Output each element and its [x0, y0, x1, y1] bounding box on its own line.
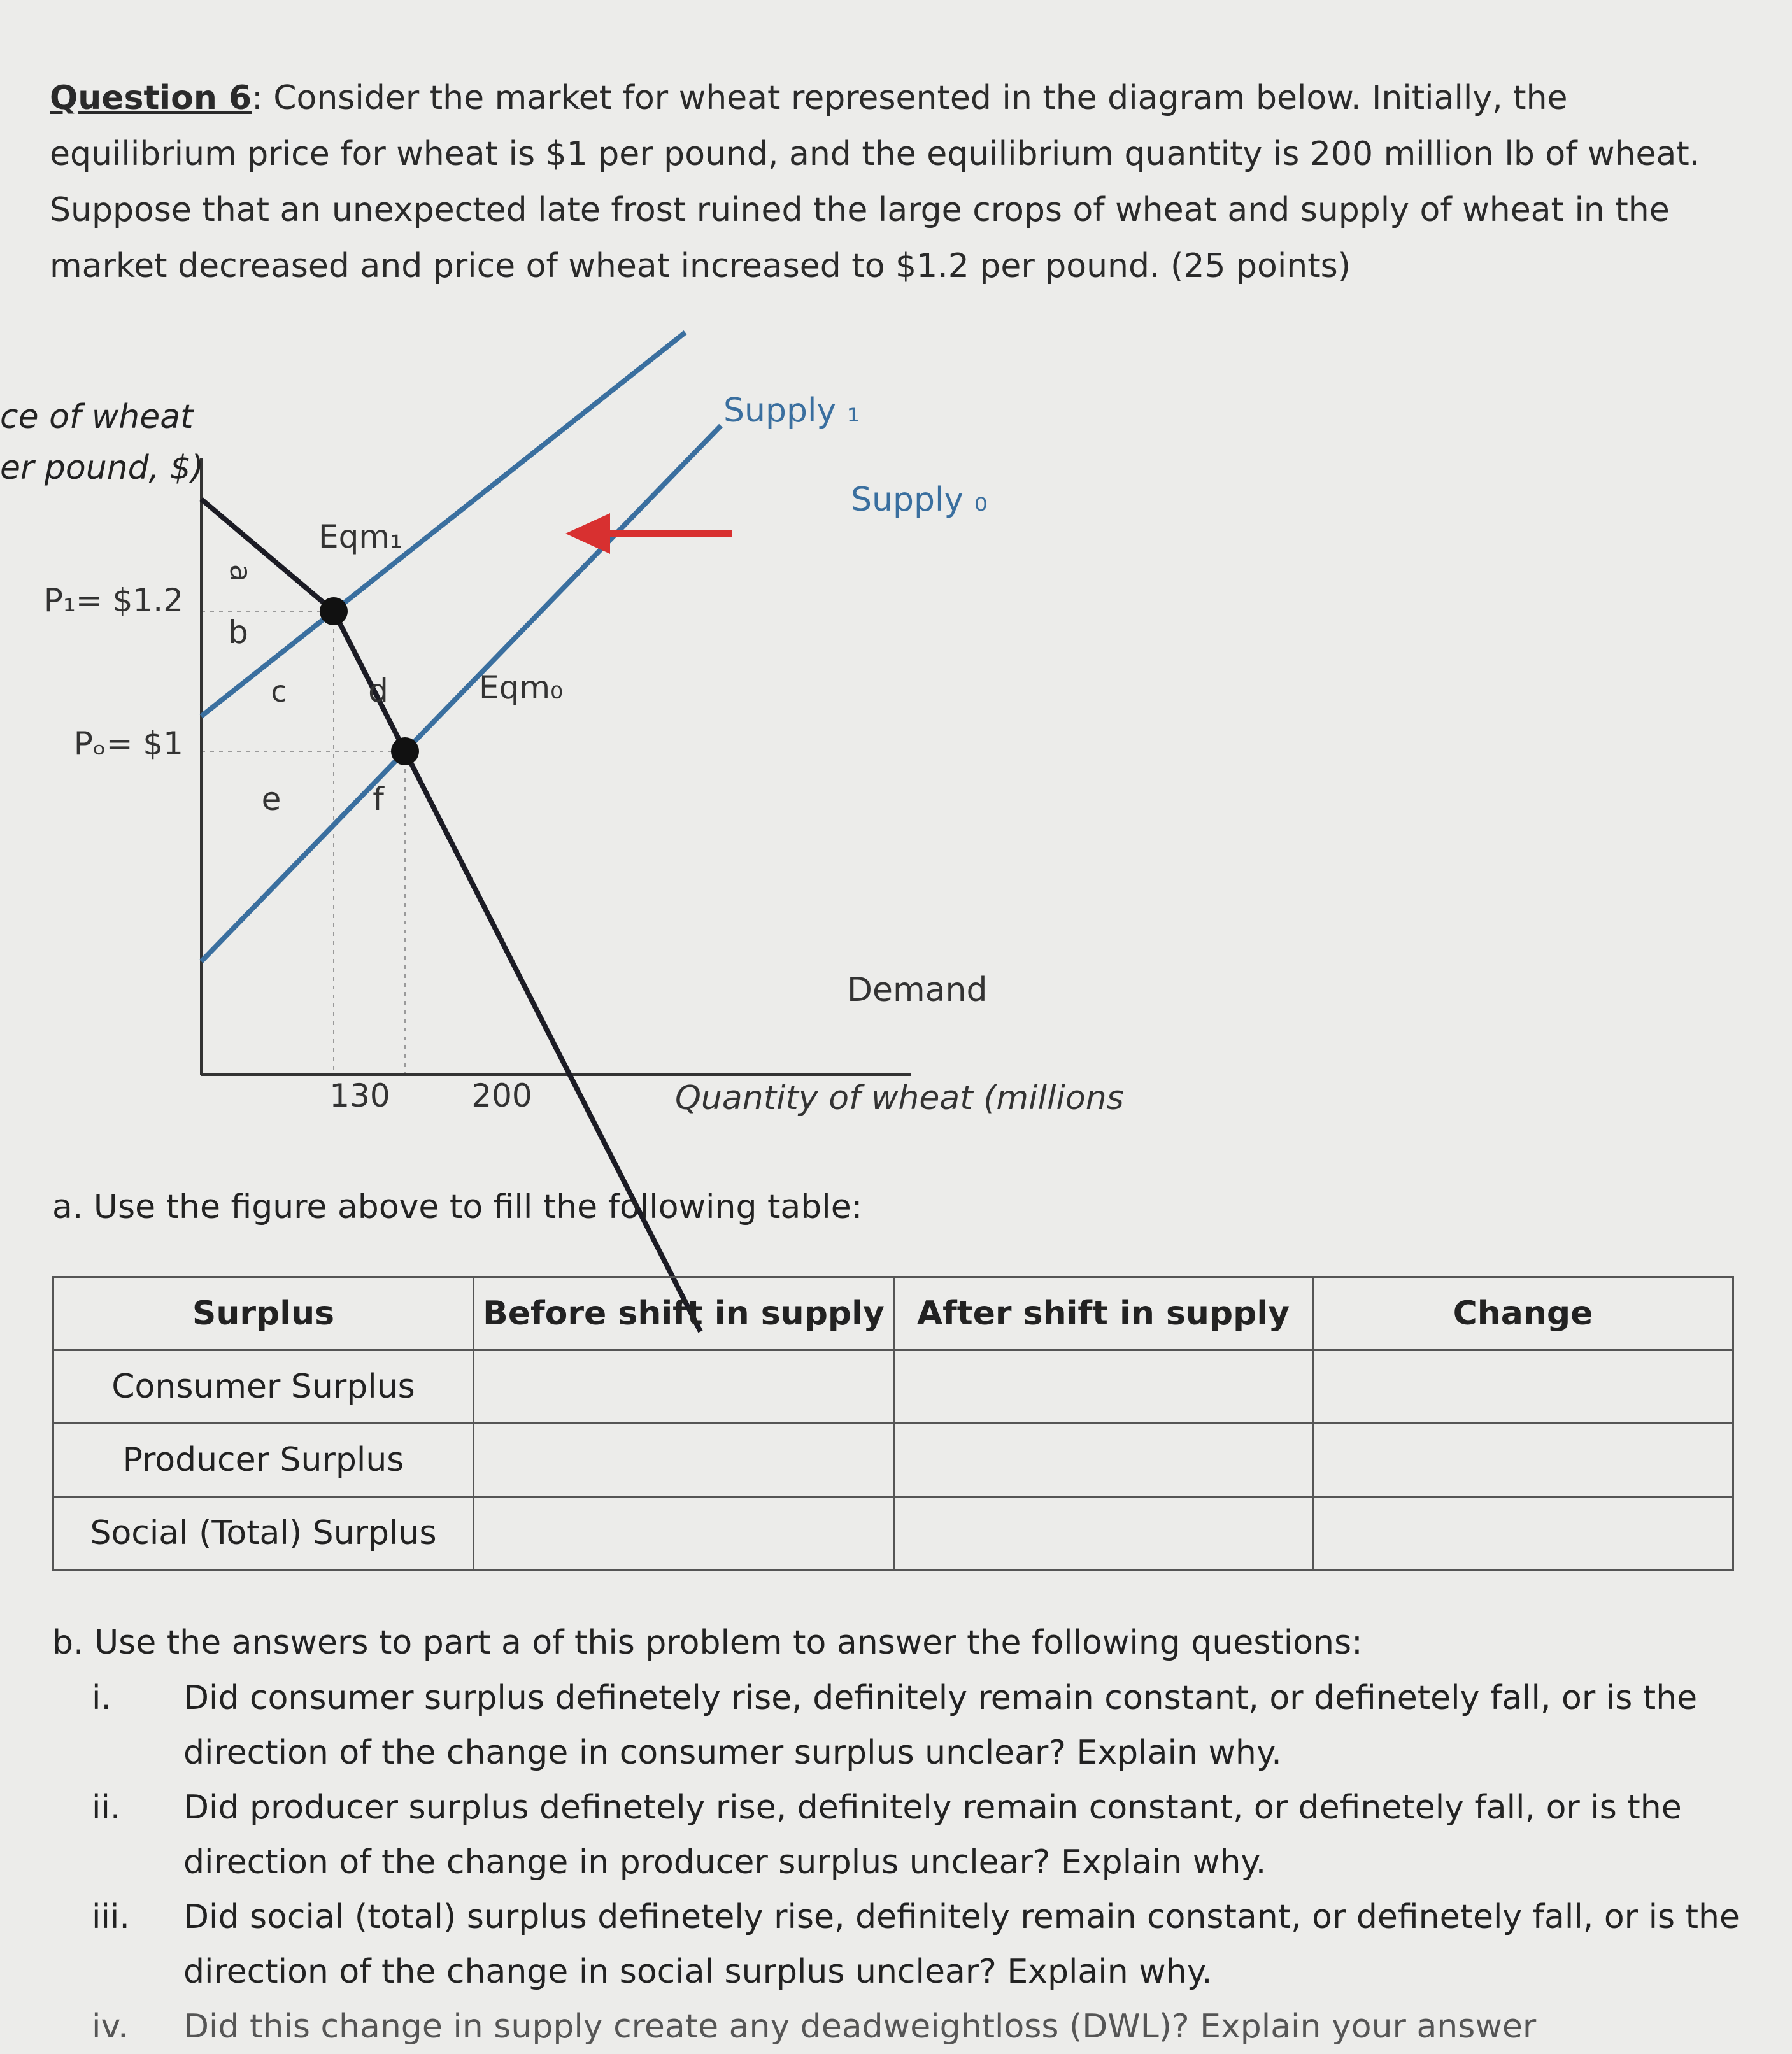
supply1-label: Supply ₁ [723, 392, 860, 430]
item-number: iv. [92, 2008, 129, 2046]
question-text [50, 70, 1731, 294]
table-cell-after[interactable] [894, 1497, 1313, 1570]
table-cell-before[interactable] [474, 1424, 894, 1497]
item-number: ii. [92, 1788, 121, 1827]
q0-label: 200 [471, 1077, 532, 1114]
table-cell-after[interactable] [894, 1350, 1313, 1424]
region-label-a: a [224, 563, 258, 583]
y-axis-label-line1: ce of wheat [0, 398, 194, 436]
eqm1-point [320, 597, 348, 625]
table-cell-change[interactable] [1313, 1350, 1733, 1424]
region-label-c: c [271, 674, 287, 709]
table-header: After shift in supply [894, 1277, 1313, 1350]
demand-label: Demand [847, 971, 988, 1009]
region-label-e: e [261, 781, 281, 818]
question-body: : Consider the market for wheat represented in the diagram below. Initially, the equilibrium price for wheat is $1 per pound, and the equilibrium quantity is 200 million lb of wheat. Suppose that an unexpected late frost ruined the large crops of wheat and supply of wheat in the market decreased and price of wheat increased to $1.2 per pound. (25 points) [50, 79, 1700, 285]
part-b [52, 1615, 1746, 2046]
table-cell-change[interactable] [1313, 1424, 1733, 1497]
table-row [53, 1497, 1733, 1570]
p1-label: P₁= $1.2 [43, 582, 183, 619]
supply-demand-figure [0, 369, 1146, 1159]
eqm0-point [391, 737, 419, 765]
y-axis-label-line2: er pound, $) [0, 449, 204, 487]
table-row [53, 1424, 1733, 1497]
table-cell-change[interactable] [1313, 1497, 1733, 1570]
supply-shift-arrow [565, 513, 732, 554]
p0-label: Pₒ= $1 [73, 725, 183, 762]
item-text: Did this change in supply create any deadweightloss (DWL)? Explain your answer [183, 2008, 1537, 2046]
row-label: Social (Total) Surplus [53, 1497, 474, 1570]
region-label-d: d [368, 672, 388, 709]
table-header: Surplus [53, 1277, 474, 1350]
table-cell-after[interactable] [894, 1424, 1313, 1497]
question-item-ii [52, 1780, 1746, 1890]
question-item-iv [52, 1999, 1746, 2046]
table-header: Before shift in supply [474, 1277, 894, 1350]
item-number: iii. [92, 1898, 130, 1936]
table-row [53, 1350, 1733, 1424]
row-label: Consumer Surplus [53, 1350, 474, 1424]
part-b-prompt: b. Use the answers to part a of this problem to answer the following questions: [52, 1624, 1363, 1662]
item-number: i. [92, 1679, 111, 1717]
item-text: Did producer surplus definetely rise, definitely remain constant, or definetely fall, or is the direction of the change in producer surplus unclear? Explain why. [183, 1788, 1682, 1881]
table-header-row [53, 1277, 1733, 1350]
x-axis-label: Quantity of wheat (millions [675, 1079, 1124, 1117]
question-label: Question 6 [50, 79, 252, 117]
question-item-i [52, 1671, 1746, 1780]
supply0-label: Supply ₀ [851, 481, 988, 519]
eqm0-label: Eqm₀ [479, 669, 564, 706]
q1-label: 130 [329, 1077, 390, 1114]
region-label-f: f [373, 781, 384, 818]
table-header: Change [1313, 1277, 1733, 1350]
part-a-prompt: a. Use the figure above to fill the following table: [52, 1188, 863, 1226]
supply1-curve [201, 332, 685, 716]
surplus-table [52, 1276, 1734, 1571]
table-cell-before[interactable] [474, 1350, 894, 1424]
item-text: Did consumer surplus definetely rise, definitely remain constant, or definetely fall, or is the direction of the change in consumer surplus unclear? Explain why. [183, 1679, 1698, 1772]
eqm1-label: Eqm₁ [318, 518, 403, 555]
item-text: Did social (total) surplus definetely rise, definitely remain constant, or definetely fall, or is the direction of the change in social surplus unclear? Explain why. [183, 1898, 1740, 1991]
region-label-b: b [228, 614, 248, 651]
question-item-iii [52, 1890, 1746, 1999]
table-cell-before[interactable] [474, 1497, 894, 1570]
row-label: Producer Surplus [53, 1424, 474, 1497]
